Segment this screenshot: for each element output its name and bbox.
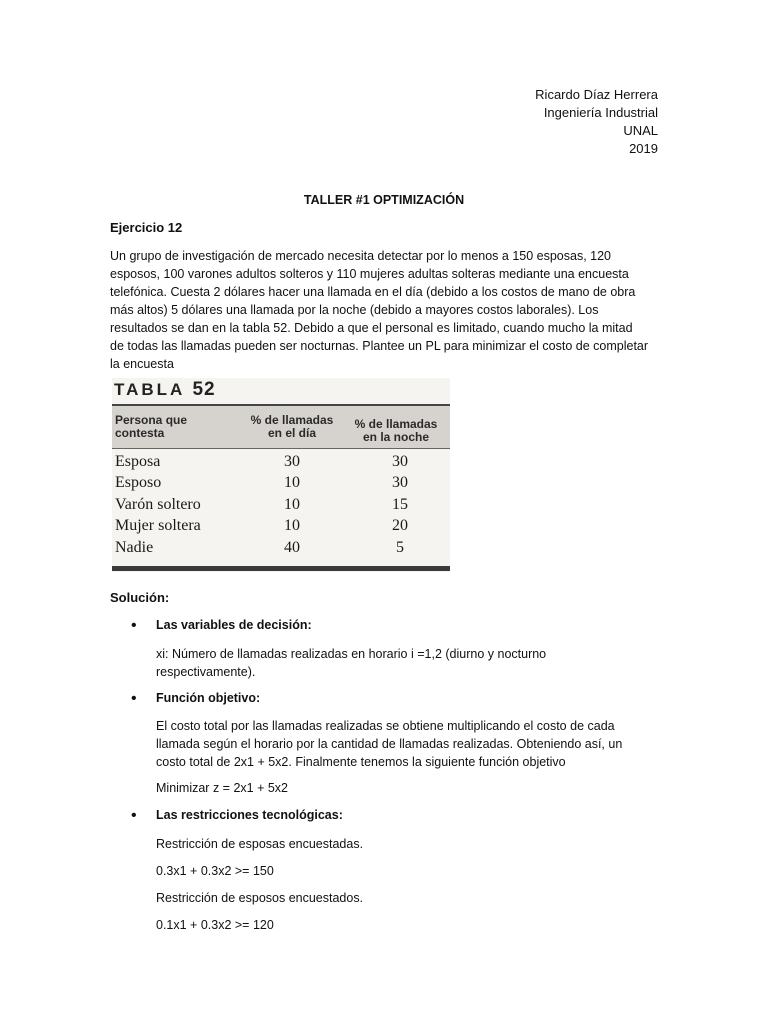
table-row (112, 539, 450, 560)
table-row (112, 474, 450, 495)
objective-heading: Función objetivo: (156, 691, 261, 705)
row-day-value: 10 (284, 517, 300, 534)
header-line: en el día (267, 426, 317, 440)
header-line: contesta (115, 426, 165, 440)
intro-line: la encuesta (110, 357, 174, 371)
intro-line: Un grupo de investigación de mercado necesita detectar por lo menos a 150 esposas, 120 (110, 249, 612, 263)
row-day-value: 40 (284, 539, 300, 556)
header-line: % de llamadas (354, 417, 438, 431)
row-night-value: 30 (392, 453, 408, 470)
solution-heading: Solución: (110, 590, 170, 605)
intro-line: esposos, 100 varones adultos solteros y 110 mujeres adultas solteras mediante una encuesta (110, 267, 629, 281)
table-row (112, 453, 450, 474)
row-night-value: 5 (396, 539, 404, 556)
table-title-number: 52 (192, 379, 216, 400)
constraint-formula: 0.3x1 + 0.3x2 >= 150 (156, 864, 274, 878)
constraints-heading: Las restricciones tecnológicas: (156, 808, 343, 822)
row-day-value: 10 (284, 496, 300, 513)
table-row (112, 517, 450, 538)
table-bottom-rule (112, 566, 450, 571)
constraint-formula: 0.1x1 + 0.3x2 >= 120 (156, 918, 274, 932)
author-block (535, 86, 658, 158)
table-row (112, 496, 450, 517)
row-night-value: 15 (392, 496, 408, 513)
row-day-value: 10 (284, 474, 300, 491)
row-day-value: 30 (284, 453, 300, 470)
constraint-label: Restricción de esposas encuestadas. (156, 837, 364, 851)
bullet-icon: • (131, 617, 137, 634)
table-header (112, 404, 450, 449)
table-52-scan (112, 378, 450, 572)
header-line: % de llamadas (250, 413, 334, 427)
objective-text (156, 717, 658, 771)
exercise-heading: Ejercicio 12 (110, 220, 183, 235)
intro-line: de todas las llamadas pueden ser nocturnas. Plantee un PL para minimizar el costo de completar (110, 339, 649, 353)
row-label: Mujer soltera (115, 517, 201, 534)
text-line: costo total de 2x1 + 5x2. Finalmente tenemos la siguiente función objetivo (156, 755, 566, 769)
header-line: en la noche (362, 430, 430, 444)
row-label: Esposo (115, 474, 162, 491)
author-program: Ingeniería Industrial (543, 105, 658, 120)
author-name: Ricardo Díaz Herrera (535, 87, 658, 102)
decision-vars-heading: Las variables de decisión: (156, 618, 312, 632)
problem-statement (110, 247, 658, 373)
row-label: Nadie (115, 539, 154, 556)
header-day-calls (242, 414, 342, 440)
intro-line: más altos) 5 dólares una llamada por la noche (debido a mayores costos laborales). Los (110, 303, 599, 317)
row-label: Esposa (115, 453, 161, 470)
header-respondent (115, 414, 225, 440)
bullet-icon: • (131, 807, 137, 824)
author-year: 2019 (629, 141, 658, 156)
author-university: UNAL (623, 123, 658, 138)
decision-vars-text (156, 645, 658, 681)
row-label: Varón soltero (115, 496, 201, 513)
table-title-word: TABLA (114, 380, 185, 399)
text-line: llamada según el horario por la cantidad de llamadas realizadas. Obteniendo así, un (156, 737, 623, 751)
header-line: Persona que (115, 413, 188, 427)
intro-line: telefónica. Cuesta 2 dólares hacer una llamada en el día (debido a los costos de mano de obra (110, 285, 636, 299)
constraint-label: Restricción de esposos encuestados. (156, 891, 364, 905)
table-title (114, 379, 216, 401)
bullet-icon: • (131, 690, 137, 707)
text-line: xi: Número de llamadas realizadas en horario i =1,2 (diurno y nocturno (156, 647, 547, 661)
text-line: respectivamente). (156, 665, 256, 679)
row-night-value: 30 (392, 474, 408, 491)
row-night-value: 20 (392, 517, 408, 534)
header-night-calls (344, 418, 448, 444)
objective-formula: Minimizar z = 2x1 + 5x2 (156, 781, 288, 795)
text-line: El costo total por las llamadas realizadas se obtiene multiplicando el costo de cada (156, 719, 615, 733)
document-title: TALLER #1 OPTIMIZACIÓN (303, 193, 465, 207)
intro-line: resultados se dan en la tabla 52. Debido a que el personal es limitado, cuando mucho la mitad (110, 321, 633, 335)
